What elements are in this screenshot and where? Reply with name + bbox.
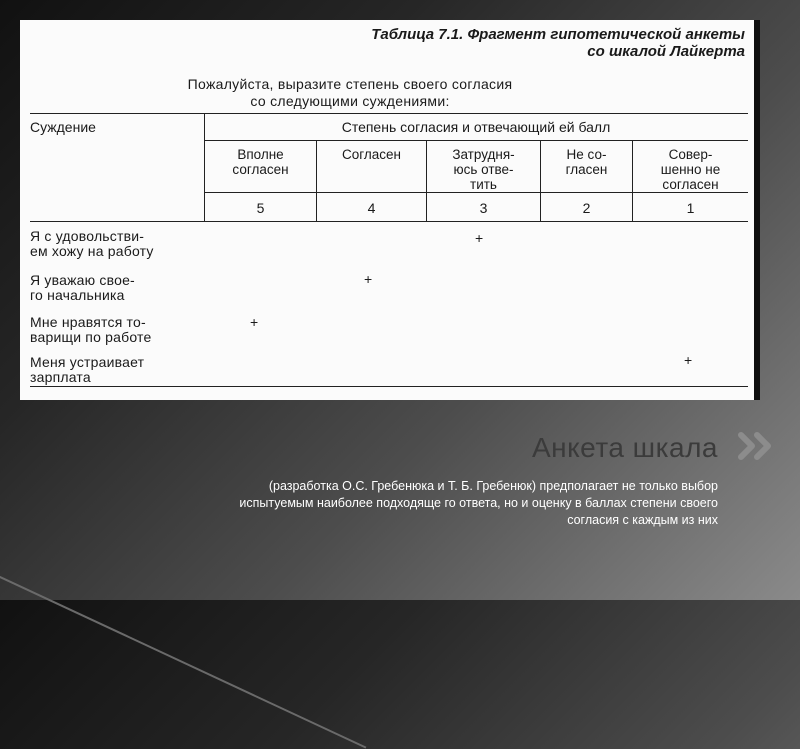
rule-scale-header bbox=[204, 140, 748, 141]
option-score: 4 bbox=[367, 200, 376, 216]
option-label-line: Совер- bbox=[668, 147, 713, 162]
answer-mark: + bbox=[684, 352, 693, 368]
slide-title: Анкета шкала bbox=[531, 432, 718, 463]
header-scale: Степень согласия и отвечающий ей балл bbox=[341, 119, 611, 135]
statement-line: ем хожу на работу bbox=[30, 243, 154, 259]
caption-line: испытуемым наиболее подходяще го ответа, но и оценку в баллах степени своего bbox=[239, 496, 718, 510]
statement-line: зарплата bbox=[30, 369, 91, 385]
table-title bbox=[180, 26, 745, 60]
table-prompt-line-1: Пожалуйста, выразите степень своего согласия bbox=[187, 76, 513, 92]
table-prompt-line-2: со следующими суждениями: bbox=[250, 93, 450, 109]
decorative-stripe bbox=[0, 548, 366, 748]
option-header bbox=[427, 147, 540, 192]
option-label-line: Затрудня- bbox=[452, 147, 515, 162]
option-label-line: согласен bbox=[232, 162, 289, 177]
rule-top bbox=[30, 113, 748, 114]
option-label-line: гласен bbox=[565, 162, 608, 177]
statement-row bbox=[30, 315, 151, 345]
slide-caption bbox=[100, 478, 718, 529]
rule-options bbox=[204, 192, 748, 193]
table-title-line-1: Таблица 7.1. Фрагмент гипотетической анкеты bbox=[371, 26, 745, 43]
statement-line: варищи по работе bbox=[30, 329, 152, 345]
option-label-line: Вполне bbox=[237, 147, 284, 162]
option-header bbox=[633, 147, 748, 192]
rule-bottom bbox=[30, 386, 748, 387]
table-title-line-2: со шкалой Лайкерта bbox=[587, 43, 745, 60]
option-score: 2 bbox=[582, 200, 591, 216]
option-label-line: тить bbox=[470, 177, 497, 192]
answer-mark: + bbox=[250, 314, 259, 330]
statement-line: Меня устраивает bbox=[30, 354, 145, 370]
answer-mark: + bbox=[475, 230, 484, 246]
table-prompt bbox=[150, 76, 550, 110]
answer-mark: + bbox=[364, 271, 373, 287]
option-header bbox=[317, 147, 426, 162]
option-score: 3 bbox=[479, 200, 488, 216]
option-label-line: юсь отве- bbox=[453, 162, 514, 177]
option-label-line: шенно не bbox=[660, 162, 721, 177]
option-header bbox=[205, 147, 316, 177]
statement-row bbox=[30, 355, 144, 385]
statement-line: Мне нравятся то- bbox=[30, 314, 146, 330]
statement-row bbox=[30, 229, 154, 259]
likert-table-scan bbox=[20, 20, 760, 400]
option-label-line: согласен bbox=[662, 177, 719, 192]
option-score: 1 bbox=[686, 200, 695, 216]
statement-line: Я с удовольстви- bbox=[30, 228, 145, 244]
statement-row bbox=[30, 273, 135, 303]
caption-line: согласия с каждым из них bbox=[567, 513, 718, 527]
rule-header-bottom bbox=[30, 221, 748, 222]
option-label-line: Не со- bbox=[566, 147, 607, 162]
statement-line: го начальника bbox=[30, 287, 125, 303]
option-header bbox=[541, 147, 632, 177]
caption-line: (разработка О.С. Гребенюка и Т. Б. Гребенюк) предполагает не только выбор bbox=[268, 479, 718, 493]
double-chevron-right-icon[interactable] bbox=[735, 428, 779, 464]
statement-line: Я уважаю свое- bbox=[30, 272, 135, 288]
header-statement: Суждение bbox=[30, 119, 96, 135]
option-label-line: Согласен bbox=[342, 147, 401, 162]
option-score: 5 bbox=[256, 200, 265, 216]
